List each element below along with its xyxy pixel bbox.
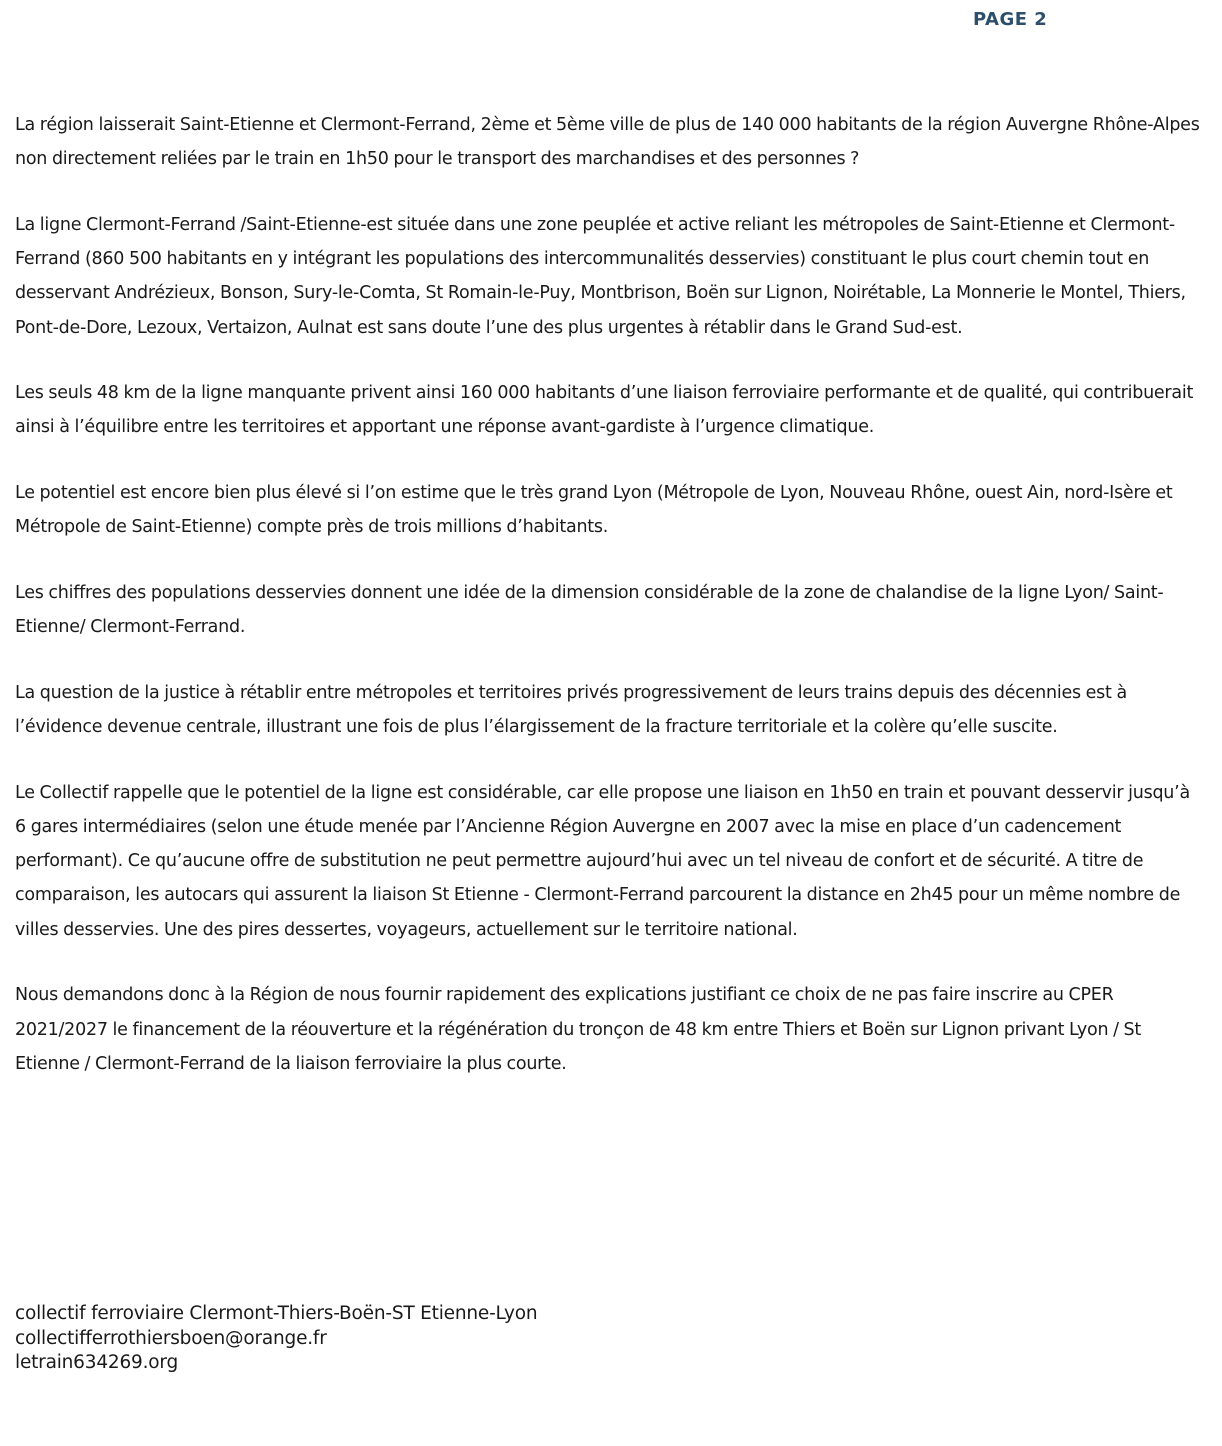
footer-organization: collectif ferroviaire Clermont-Thiers-Boën-ST Etienne-Lyon xyxy=(15,1303,538,1324)
paragraph-missing-section: Les seuls 48 km de la ligne manquante privent ainsi 160 000 habitants d’une liaison ferroviaire performante et de qualité, qui contribuerait ainsi à l’équilibre entre les territoires et apportant une réponse avant-gardiste à l’urgence climatique. xyxy=(15,383,1194,438)
page-number: PAGE 2 xyxy=(973,9,1048,30)
paragraph-population-figures: Les chiffres des populations desservies donnent une idée de la dimension considérable de la zone de chalandise de la ligne Lyon/ Saint-Etienne/ Clermont-Ferrand. xyxy=(15,583,1164,638)
paragraph-collective-reminder: Le Collectif rappelle que le potentiel de la ligne est considérable, car elle propose une liaison en 1h50 en train et pouvant desservir jusqu’à 6 gares intermédiaires (selon une étude menée par l’Ancienne Région Auvergne en 2007 avec la mise en place d’un cadencement performant). Ce qu’aucune offre de substitution ne peut permettre aujourd’hui avec un tel niveau de confort et de sécurité. A titre de comparaison, les autocars qui assurent la liaison St Etienne - Clermont-Ferrand parcourent la distance en 2h45 pour un même nombre de villes desservies. Une des pires dessertes, voyageurs, actuellement sur le territoire national. xyxy=(15,782,1190,940)
paragraph-region-question: La région laisserait Saint-Etienne et Clermont-Ferrand, 2ème et 5ème ville de plus de 140 000 habitants de la région Auvergne Rhône-Alpes non directement reliées par le train en 1h50 pour le transport des marchandises et des personnes ? xyxy=(15,115,1200,170)
paragraph-line-description: La ligne Clermont-Ferrand /Saint-Etienne-est située dans une zone peuplée et active reliant les métropoles de Saint-Etienne et Clermont-Ferrand (860 500 habitants en y intégrant les populations des intercommunalités desservies) constituant le plus court chemin tout en desservant Andrézieux, Bonson, Sury-le-Comta, St Romain-le-Puy, Montbrison, Boën sur Lignon, Noirétable, La Monnerie le Montel, Thiers, Pont-de-Dore, Lezoux, Vertaizon, Aulnat est sans doute l’une des plus urgentes à rétablir dans le Grand Sud-est. xyxy=(15,214,1186,338)
paragraph-demand: Nous demandons donc à la Région de nous fournir rapidement des explications justifiant ce choix de ne pas faire inscrire au CPER 2021/2027 le financement de la réouverture et la régénération du tronçon de 48 km entre Thiers et Boën sur Lignon privant Lyon / St Etienne / Clermont-Ferrand de la liaison ferroviaire la plus courte. xyxy=(15,985,1142,1074)
paragraph-potential: Le potentiel est encore bien plus élevé si l’on estime que le très grand Lyon (Métropole de Lyon, Nouveau Rhône, ouest Ain, nord-Isère et Métropole de Saint-Etienne) compte près de trois millions d’habitants. xyxy=(15,483,1173,538)
paragraph-justice: La question de la justice à rétablir entre métropoles et territoires privés progressivement de leurs trains depuis des décennies est à l’évidence devenue centrale, illustrant une fois de plus l’élargissement de la fracture territoriale et la colère qu’elle suscite. xyxy=(15,682,1127,738)
footer-signature xyxy=(15,1302,815,1376)
footer-email: collectifferrothiersboen@orange.fr xyxy=(15,1327,327,1349)
document-body xyxy=(15,108,1201,1112)
footer-website: letrain634269.org xyxy=(15,1352,179,1373)
